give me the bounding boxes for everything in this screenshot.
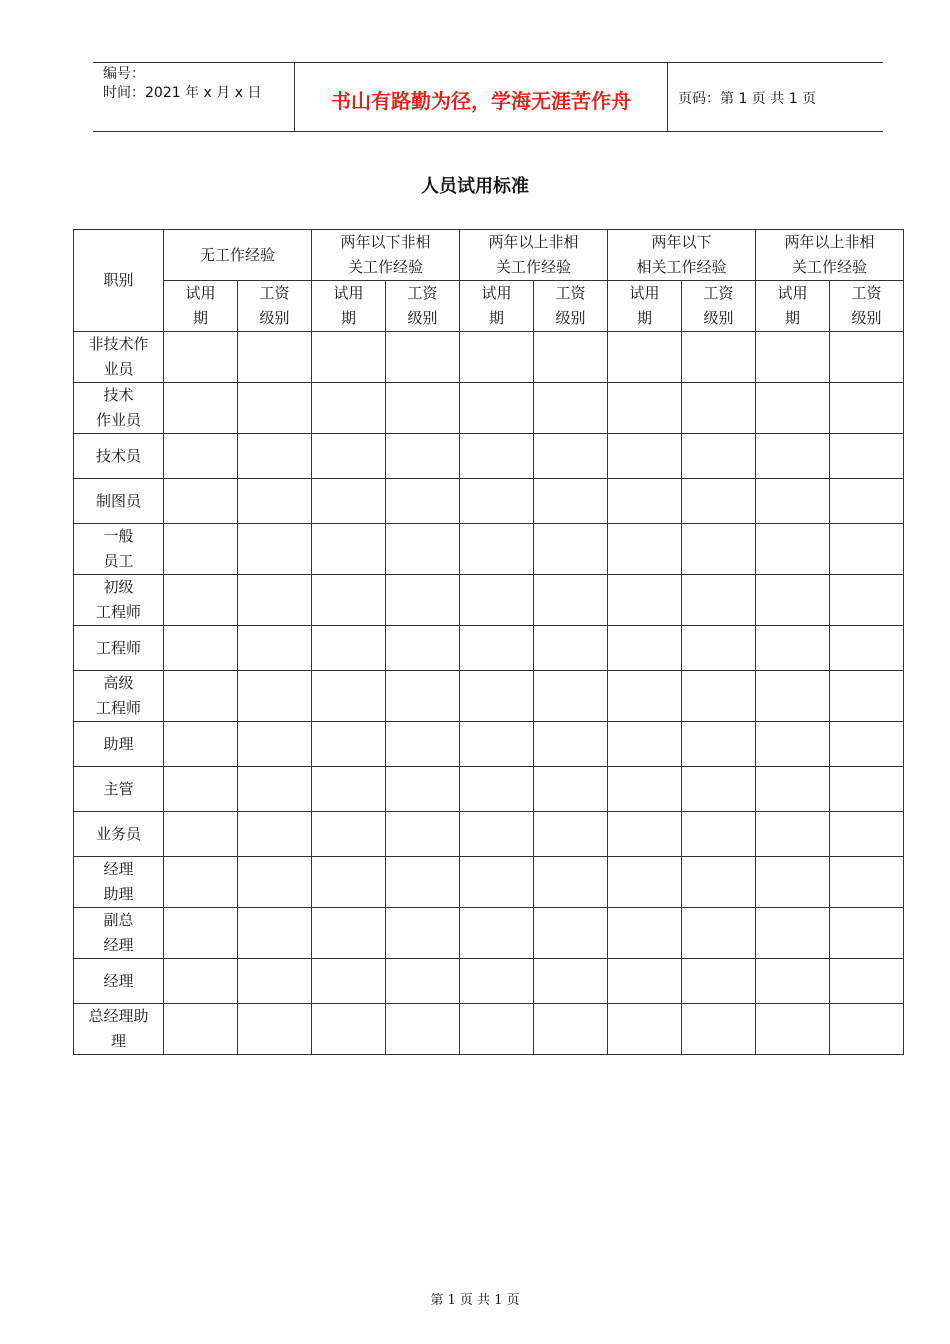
trial-period-cell[interactable] [756,908,830,959]
group-line: 关工作经验 [347,258,423,276]
trial-period-cell[interactable] [164,767,238,812]
trial-period-cell[interactable] [164,722,238,767]
trial-period-cell[interactable] [460,479,534,524]
position-label [74,671,164,722]
trial-period-cell[interactable] [460,908,534,959]
wage-level-header [830,281,904,332]
wage-level-cell[interactable] [238,434,312,479]
position-label [74,434,164,479]
wage-level-cell[interactable] [682,479,756,524]
trial-period-cell[interactable] [460,671,534,722]
position-line: 作业员 [95,411,141,429]
experience-group-header [608,230,756,281]
position-line: 业务员 [95,824,141,843]
trial-period-cell[interactable] [460,812,534,857]
group-line: 相关工作经验 [636,258,727,276]
group-line: 无工作经验 [199,245,275,264]
trial-period-cell[interactable] [460,383,534,434]
wage-level-cell[interactable] [386,857,460,908]
table-row [74,767,904,812]
table-row [74,959,904,1004]
cell-line: 期 [636,309,652,327]
trial-period-header [460,281,534,332]
trial-period-cell[interactable] [164,812,238,857]
wage-level-cell[interactable] [534,383,608,434]
trial-period-header [756,281,830,332]
trial-period-cell[interactable] [164,479,238,524]
wage-level-cell[interactable] [238,575,312,626]
table-row [74,383,904,434]
wage-level-cell[interactable] [238,959,312,1004]
experience-group-header [756,230,904,281]
trial-period-cell[interactable] [608,857,682,908]
group-line: 两年以下 [651,233,712,251]
trial-period-cell[interactable] [312,1004,386,1055]
wage-level-cell[interactable] [534,332,608,383]
position-label [74,332,164,383]
wage-level-cell[interactable] [682,1004,756,1055]
trial-period-cell[interactable] [164,434,238,479]
wage-level-cell[interactable] [682,857,756,908]
trial-period-cell[interactable] [608,575,682,626]
trial-period-cell[interactable] [164,908,238,959]
trial-period-cell[interactable] [756,434,830,479]
wage-level-cell[interactable] [682,434,756,479]
position-line: 员工 [103,552,134,570]
trial-period-cell[interactable] [608,434,682,479]
wage-level-cell[interactable] [534,857,608,908]
table-row [74,575,904,626]
cell-line: 期 [192,309,208,327]
position-label [74,479,164,524]
position-line: 业员 [103,360,134,378]
position-label [74,383,164,434]
table-row [74,812,904,857]
trial-period-cell[interactable] [756,857,830,908]
trial-period-cell[interactable] [460,767,534,812]
cell-line: 工资 [555,284,586,302]
trial-period-cell[interactable] [164,626,238,671]
wage-level-cell[interactable] [830,812,904,857]
position-line: 工程师 [95,699,141,717]
wage-level-cell[interactable] [830,479,904,524]
position-line: 高级 [103,674,134,692]
cell-line: 级别 [407,309,438,327]
trial-period-cell[interactable] [312,857,386,908]
wage-level-cell[interactable] [386,812,460,857]
trial-period-cell[interactable] [608,959,682,1004]
cell-line: 试用 [481,284,512,302]
wage-level-cell[interactable] [386,722,460,767]
position-header: 职别 [74,230,164,332]
wage-level-cell[interactable] [386,908,460,959]
wage-level-cell[interactable] [830,722,904,767]
header-divider [667,63,668,131]
group-line: 关工作经验 [495,258,571,276]
trial-period-cell[interactable] [608,671,682,722]
trial-period-cell[interactable] [164,383,238,434]
experience-group-header [460,230,608,281]
wage-level-cell[interactable] [534,575,608,626]
wage-level-cell[interactable] [534,908,608,959]
trial-period-cell[interactable] [312,959,386,1004]
wage-level-cell[interactable] [386,1004,460,1055]
trial-period-cell[interactable] [756,767,830,812]
trial-period-cell[interactable] [608,722,682,767]
position-line: 一般 [103,527,134,545]
wage-level-cell[interactable] [682,722,756,767]
cell-line: 期 [488,309,504,327]
position-label [74,1004,164,1055]
position-label [74,575,164,626]
header-meta [103,65,261,103]
position-label [74,908,164,959]
trial-period-cell[interactable] [460,959,534,1004]
wage-level-cell[interactable] [830,908,904,959]
wage-level-cell[interactable] [534,434,608,479]
trial-period-cell[interactable] [312,434,386,479]
wage-level-cell[interactable] [238,767,312,812]
trial-period-cell[interactable] [312,671,386,722]
wage-level-cell[interactable] [682,767,756,812]
experience-group-header [312,230,460,281]
wage-level-header [238,281,312,332]
wage-level-cell[interactable] [386,434,460,479]
cell-line: 工资 [407,284,438,302]
trial-period-cell[interactable] [756,1004,830,1055]
trial-period-header [312,281,386,332]
position-line: 技术员 [95,446,141,465]
trial-period-cell[interactable] [312,332,386,383]
trial-period-cell[interactable] [756,812,830,857]
group-line: 两年以下非相 [340,233,431,251]
wage-level-cell[interactable] [830,857,904,908]
table-row [74,332,904,383]
wage-level-cell[interactable] [830,575,904,626]
position-line: 技术 [103,386,134,404]
position-line: 经理 [103,971,134,990]
trial-period-cell[interactable] [608,524,682,575]
wage-level-cell[interactable] [682,524,756,575]
wage-level-cell[interactable] [682,383,756,434]
position-label [74,524,164,575]
table-row [74,908,904,959]
wage-level-header [682,281,756,332]
trial-period-cell[interactable] [164,959,238,1004]
trial-period-cell[interactable] [608,479,682,524]
position-line: 制图员 [95,491,141,510]
table-row [74,626,904,671]
wage-level-cell[interactable] [682,626,756,671]
trial-period-cell[interactable] [756,959,830,1004]
wage-level-cell[interactable] [682,332,756,383]
wage-level-cell[interactable] [830,767,904,812]
wage-level-cell[interactable] [386,959,460,1004]
trial-period-cell[interactable] [460,332,534,383]
position-line: 副总 [103,911,134,929]
trial-period-cell[interactable] [312,626,386,671]
wage-level-cell[interactable] [830,383,904,434]
wage-level-cell[interactable] [682,575,756,626]
trial-period-cell[interactable] [756,524,830,575]
trial-period-cell[interactable] [756,722,830,767]
wage-level-cell[interactable] [238,671,312,722]
position-line: 工程师 [95,603,141,621]
wage-level-cell[interactable] [386,671,460,722]
wage-level-cell[interactable] [830,332,904,383]
position-line: 工程师 [95,638,141,657]
trial-period-cell[interactable] [164,671,238,722]
wage-level-cell[interactable] [386,626,460,671]
trial-period-cell[interactable] [756,626,830,671]
wage-level-cell[interactable] [682,959,756,1004]
position-line: 经理 [103,936,134,954]
wage-level-cell[interactable] [830,434,904,479]
cell-line: 工资 [259,284,290,302]
wage-level-cell[interactable] [238,812,312,857]
position-line: 经理 [103,860,134,878]
cell-line: 期 [340,309,356,327]
trial-period-header [608,281,682,332]
cell-line: 工资 [851,284,882,302]
probation-standard-table [73,229,904,1055]
cell-line: 试用 [629,284,660,302]
trial-period-cell[interactable] [460,434,534,479]
table-row [74,722,904,767]
wage-level-cell[interactable] [534,722,608,767]
trial-period-cell[interactable] [312,908,386,959]
table-row [74,524,904,575]
wage-level-cell[interactable] [534,767,608,812]
wage-level-cell[interactable] [534,959,608,1004]
wage-level-cell[interactable] [386,575,460,626]
page-title: 人员试用标准 [421,176,529,197]
wage-level-cell[interactable] [238,332,312,383]
wage-level-cell[interactable] [386,767,460,812]
wage-level-cell[interactable] [386,479,460,524]
group-line: 两年以上非相 [488,233,579,251]
wage-level-cell[interactable] [682,908,756,959]
trial-period-cell[interactable] [460,1004,534,1055]
wage-level-cell[interactable] [534,524,608,575]
page-footer: 第 1 页 共 1 页 [430,1293,520,1308]
experience-group-header [164,230,312,281]
table-header-row [74,230,904,281]
cell-line: 试用 [777,284,808,302]
wage-level-cell[interactable] [238,479,312,524]
cell-line: 试用 [185,284,216,302]
trial-period-cell[interactable] [164,524,238,575]
trial-period-cell[interactable] [608,1004,682,1055]
trial-period-cell[interactable] [608,812,682,857]
wage-level-cell[interactable] [534,812,608,857]
trial-period-cell[interactable] [312,383,386,434]
trial-period-cell[interactable] [756,479,830,524]
table-row [74,671,904,722]
position-label [74,857,164,908]
trial-period-cell[interactable] [312,812,386,857]
wage-level-cell[interactable] [238,1004,312,1055]
wage-level-cell[interactable] [238,908,312,959]
wage-level-cell[interactable] [386,383,460,434]
number-label: 编号： [103,66,145,82]
cell-line: 级别 [851,309,882,327]
table-row [74,434,904,479]
wage-level-header [386,281,460,332]
wage-level-cell[interactable] [534,479,608,524]
trial-period-cell[interactable] [164,1004,238,1055]
cell-line: 级别 [703,309,734,327]
wage-level-cell[interactable] [238,524,312,575]
table-row [74,857,904,908]
wage-level-header [534,281,608,332]
header-motto: 书山有路勤为径，学海无涯苦作舟 [331,89,631,113]
wage-level-cell[interactable] [830,959,904,1004]
wage-level-cell[interactable] [830,626,904,671]
position-line: 总经理助 [88,1007,149,1025]
header-page-info: 页码：第 1 页 共 1 页 [678,91,817,107]
trial-period-cell[interactable] [312,575,386,626]
wage-level-cell[interactable] [238,383,312,434]
trial-period-cell[interactable] [460,722,534,767]
trial-period-cell[interactable] [312,722,386,767]
position-label [74,767,164,812]
cell-line: 工资 [703,284,734,302]
position-line: 主管 [103,779,134,798]
trial-period-cell[interactable] [756,383,830,434]
trial-period-cell[interactable] [164,332,238,383]
wage-level-cell[interactable] [682,671,756,722]
trial-period-cell[interactable] [460,857,534,908]
trial-period-cell[interactable] [460,626,534,671]
position-line: 助理 [103,885,134,903]
wage-level-cell[interactable] [682,812,756,857]
position-line: 非技术作 [88,335,149,353]
wage-level-cell[interactable] [386,524,460,575]
trial-period-header [164,281,238,332]
cell-line: 级别 [259,309,290,327]
table-row [74,479,904,524]
wage-level-cell[interactable] [830,1004,904,1055]
trial-period-cell[interactable] [756,671,830,722]
position-label [74,812,164,857]
page-header [93,62,883,132]
table-subheader-row [74,281,904,332]
wage-level-cell[interactable] [386,332,460,383]
wage-level-cell[interactable] [238,857,312,908]
cell-line: 试用 [333,284,364,302]
trial-period-cell[interactable] [460,575,534,626]
cell-line: 级别 [555,309,586,327]
table-row [74,1004,904,1055]
trial-period-cell[interactable] [756,332,830,383]
wage-level-cell[interactable] [238,722,312,767]
trial-period-cell[interactable] [312,767,386,812]
wage-level-cell[interactable] [238,626,312,671]
time-label: 时间：2021 年 x 月 x 日 [103,85,262,101]
cell-line: 期 [784,309,800,327]
wage-level-cell[interactable] [830,671,904,722]
trial-period-cell[interactable] [312,524,386,575]
trial-period-cell[interactable] [460,524,534,575]
trial-period-cell[interactable] [608,908,682,959]
trial-period-cell[interactable] [608,332,682,383]
trial-period-cell[interactable] [164,575,238,626]
wage-level-cell[interactable] [830,524,904,575]
wage-level-cell[interactable] [534,626,608,671]
trial-period-cell[interactable] [756,575,830,626]
trial-period-cell[interactable] [164,857,238,908]
position-line: 初级 [103,578,134,596]
trial-period-cell[interactable] [312,479,386,524]
wage-level-cell[interactable] [534,671,608,722]
wage-level-cell[interactable] [534,1004,608,1055]
trial-period-cell[interactable] [608,767,682,812]
trial-period-cell[interactable] [608,383,682,434]
group-line: 关工作经验 [791,258,867,276]
group-line: 两年以上非相 [784,233,875,251]
position-label [74,959,164,1004]
position-line: 理 [110,1032,126,1050]
position-label [74,722,164,767]
trial-period-cell[interactable] [608,626,682,671]
position-label [74,626,164,671]
position-line: 助理 [103,734,134,753]
